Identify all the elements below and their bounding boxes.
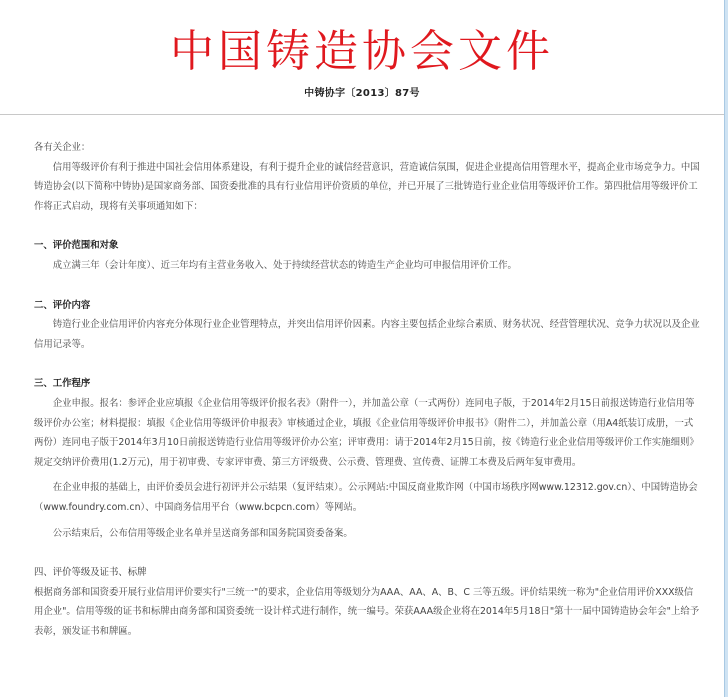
section-procedure-paragraph-3: 公示结束后，公布信用等级企业名单并呈送商务部和国务院国资委备案。 bbox=[52, 527, 353, 539]
document-body bbox=[34, 138, 702, 641]
header-divider bbox=[0, 114, 724, 115]
section-scope-paragraph: 成立满三年（会计年度）、近三年均有主营业务收入、处于持续经营状态的铸造生产企业均可申报信用评价工作。 bbox=[52, 259, 517, 271]
salutation: 各有关企业： bbox=[34, 142, 91, 153]
document-masthead-title: 中国铸造协会文件 bbox=[170, 26, 554, 77]
section-heading-grades: 四、评价等级及证书、标牌 bbox=[34, 567, 147, 579]
section-content-paragraph: 铸造行业企业信用评价内容充分体现行业企业管理特点，并突出信用评价因素。内容主要包括企业综合素质、财务状况、经营管理状况、竞争力状况以及企业信用记录等。 bbox=[34, 319, 700, 350]
section-heading-scope: 一、评价范围和对象 bbox=[34, 240, 119, 252]
window-edge bbox=[724, 0, 728, 697]
intro-paragraph: 信用等级评价有利于推进中国社会信用体系建设，有利于提升企业的诚信经营意识，营造诚信氛围，促进企业提高信用管理水平，提高企业市场竞争力。中国铸造协会(以下简称中铸协)是国家商务部、国资委批准的具有行业信用评价资质的单位，并已开展了三批铸造行业企业信用等级评价工作。第四批信用等级评价工作将正式启动，现将有关事项通知如下： bbox=[34, 161, 700, 212]
section-procedure-paragraph-2: 在企业申报的基础上，由评价委员会进行初评并公示结果（复评结束）。公示网站:中国反商业欺诈网（中国市场秩序网www.12312.gov.cn）、中国铸造协会（www.foundry.com.cn）、中国商务信用平台（www.bcpcn.com）等网站。 bbox=[34, 482, 698, 513]
section-heading-content: 二、评价内容 bbox=[34, 299, 91, 311]
document-number: 中铸协字〔2013〕87号 bbox=[304, 88, 420, 99]
section-grades-paragraph: 根据商务部和国资委开展行业信用评价要实行"三统一"的要求，企业信用等级划分为AAA、AA、A、B、C 三等五级。评价结果统一称为"企业信用评价XXX级信用企业"。信用等级的证书和标牌由商务部和国资委统一设计样式进行制作，统一编号。荣获AAA级企业将在2014年5月18日"第十一届中国铸造协会年会"上给予表彰，颁发证书和牌匾。 bbox=[34, 586, 700, 637]
section-heading-procedure: 三、工作程序 bbox=[34, 378, 91, 390]
section-procedure-paragraph-1: 企业申报。报名：参评企业应填报《企业信用等级评价报名表》（附件一），并加盖公章（一式两份）连同电子版，于2014年2月15日前报送铸造行业信用等级评价办公室；材料提报：填报《企业信用等级评价申报表》审核通过企业，填报《企业信用等级评价申报书》（附件二），并加盖公章（用A4纸装订成册，一式两份）连同电子版于2014年3月10日前报送铸造行业信用等级评价办公室；评审费用：请于2014年2月15日前，按《铸造行业企业信用等级评价工作实施细则》规定交纳评价费用(1.2万元)，用于初审费、专家评审费、第三方评级费、公示费、管理费、宣传费、证牌工本费及后两年复审费用。 bbox=[34, 397, 699, 468]
